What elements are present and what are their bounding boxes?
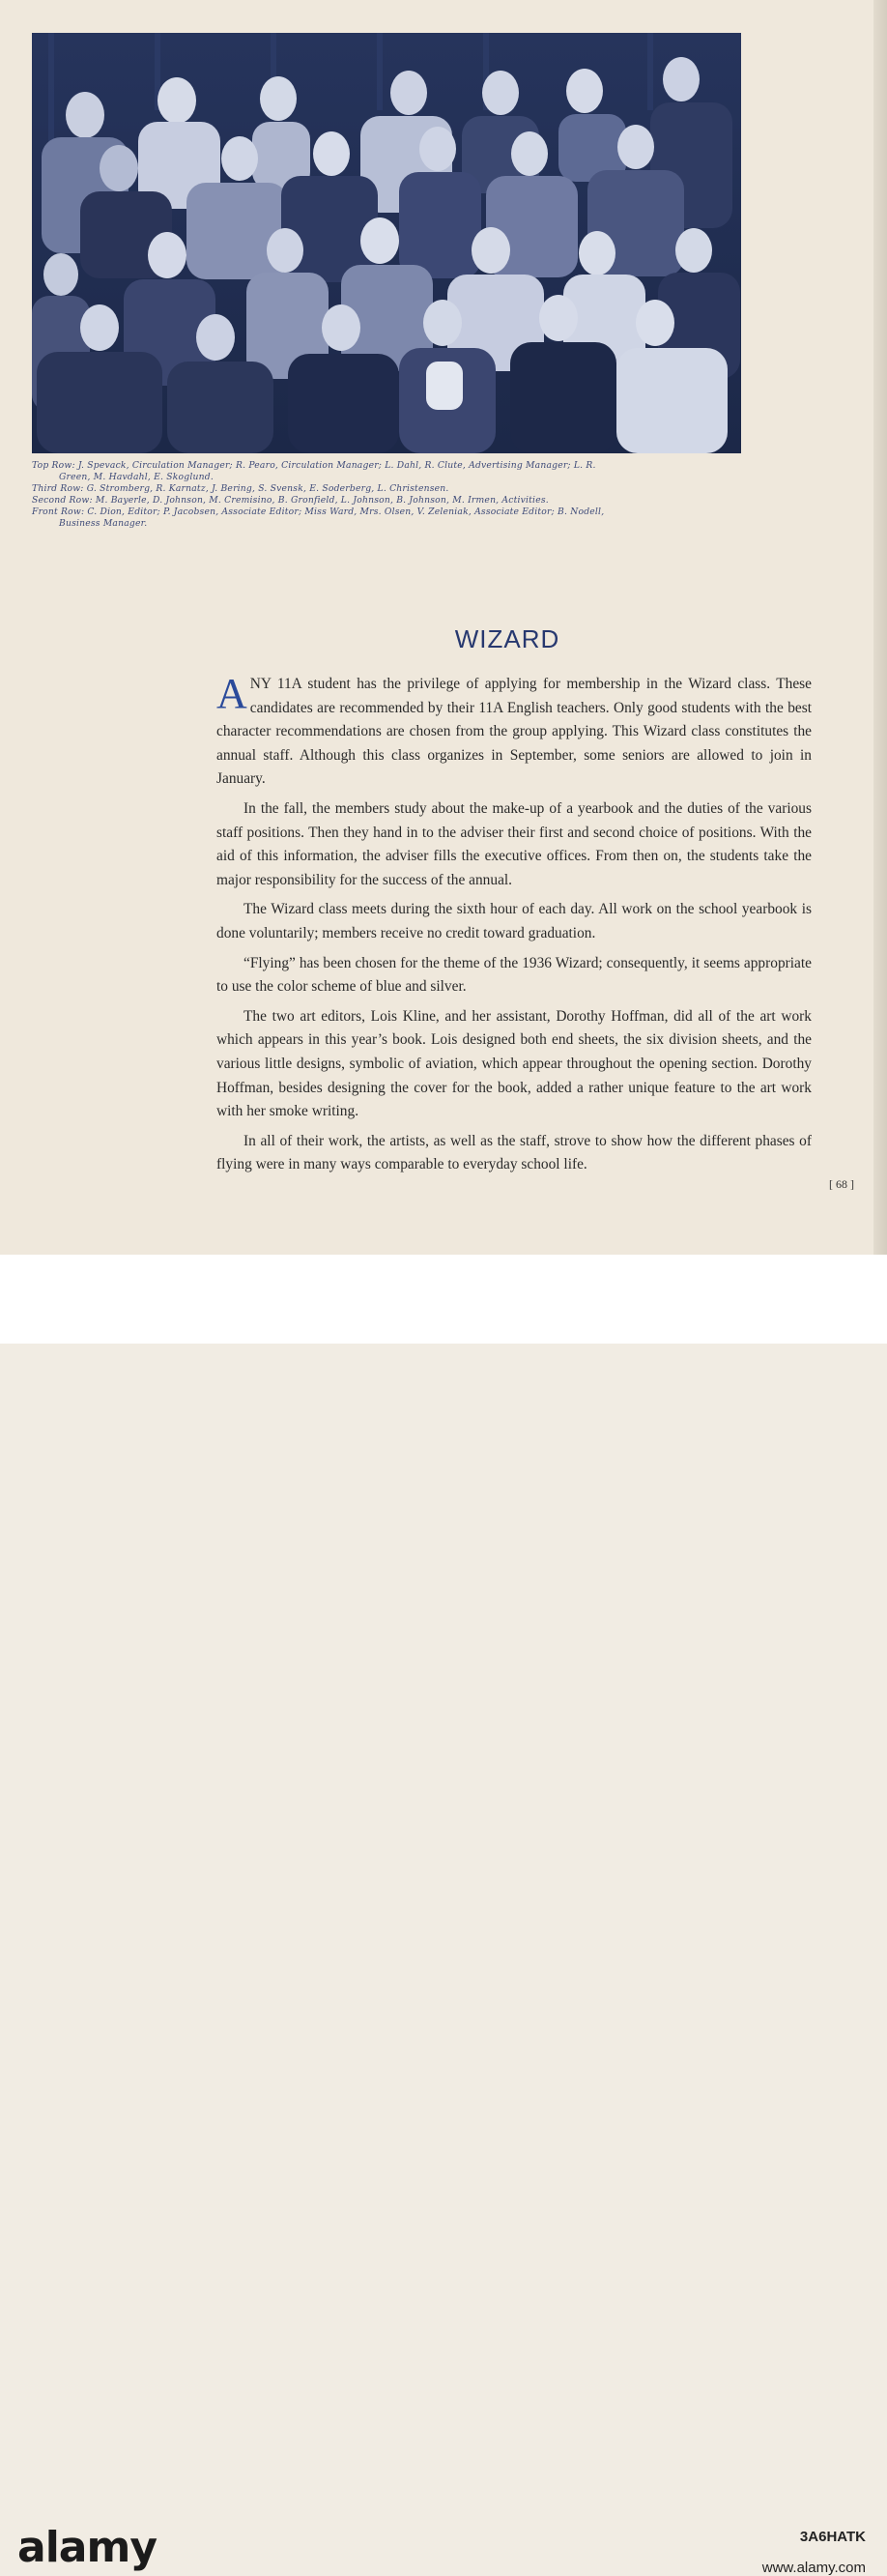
caption-top-row-continued: Green, M. Havdahl, E. Skoglund. [59, 472, 214, 482]
page-title: WIZARD [454, 624, 560, 653]
group-photo-illustration [32, 33, 741, 453]
caption-third-row: Third Row: G. Stromberg, R. Karnatz, J. Bering, S. Svensk, E. Soderberg, L. Christensen. [32, 483, 449, 494]
paragraph-3: The Wizard class meets during the sixth hour of each day. All work on the school yearbook is done voluntarily; members receive no credit toward graduation. [216, 901, 812, 941]
caption-front-row-continued: Business Manager. [59, 518, 148, 529]
caption-second-row: Second Row: M. Bayerle, D. Johnson, M. Cremisino, B. Gronfield, L. Johnson, B. Johnson, M. Irmen, Activities. [32, 495, 549, 506]
drop-cap: A [216, 670, 247, 717]
paragraph-2: In the fall, the members study about the make-up of a yearbook and the duties of the various staff positions. Then they hand in to the adviser their first and second choice of positions. With the aid of this information, the adviser fills the executive offices. From then on, the students take the major responsibility for the success of the annual. [216, 799, 812, 888]
yearbook-page [0, 0, 887, 1255]
page-number: [ 68 ] [829, 1177, 854, 1191]
caption-front-row: Front Row: C. Dion, Editor; P. Jacobsen, Associate Editor; Miss Ward, Mrs. Olsen, V. Zeleniak, Associate Editor; B. Nodell, [32, 507, 605, 517]
caption-top-row: Top Row: J. Spevack, Circulation Manager; R. Pearo, Circulation Manager; L. Dahl, R. Clute, Advertising Manager; L. R. [32, 460, 596, 471]
image-id: 3A6HATK [799, 2529, 866, 2545]
paragraph-6: In all of their work, the artists, as well as the staff, strove to show how the different phases of flying were in many ways comparable to everyday school life. [216, 1132, 812, 1173]
site-url: www.alamy.com [761, 2560, 866, 2576]
paragraph-1-text: NY 11A student has the privilege of applying for membership in the Wizard class. These candidates are recommended by their 11A English teachers. Only good students with the best character recommendations are chosen from the group applying. This Wizard class constitutes the annual staff. Although this class organizes in September, some seniors are allowed to join in January. [216, 676, 812, 788]
watermark-footer [0, 1255, 887, 2576]
group-photo [32, 33, 741, 453]
paragraph-5: The two art editors, Lois Kline, and her assistant, Dorothy Hoffman, did all of the art work which appears in this year’s book. Lois designed both end sheets, the six division sheets, and the various little designs, symbolic of aviation, which appear throughout the opening section. Dorothy Hoffman, besides designing the cover for the book, added a rather unique feature to the art work with her smoke writing. [216, 1007, 812, 1120]
page-edge [873, 0, 887, 1255]
paragraph-1 [216, 670, 812, 792]
alamy-logo: alamy [17, 2523, 157, 2572]
paragraph-4: “Flying” has been chosen for the theme of the 1936 Wizard; consequently, it seems appropriate to use the color scheme of blue and silver. [216, 954, 812, 996]
photo-caption [32, 460, 747, 530]
article-body [216, 670, 812, 1183]
